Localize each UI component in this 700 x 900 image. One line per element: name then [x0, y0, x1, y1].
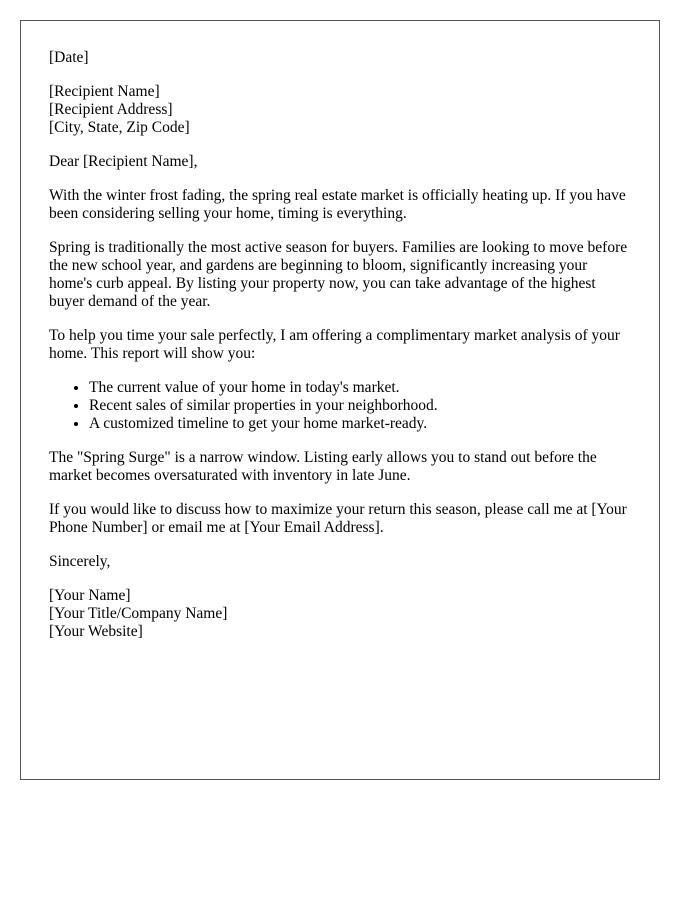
paragraph-surge: The "Spring Surge" is a narrow window. Listing early allows you to stand out before the market becomes oversaturated with inventory in late June.	[49, 449, 597, 484]
list-item: • The current value of your home in today's market.	[89, 379, 631, 397]
recipient-name: [Recipient Name]	[49, 83, 160, 100]
recipient-address: [Recipient Address]	[49, 101, 173, 118]
paragraph-season: Spring is traditionally the most active season for buyers. Families are looking to move before the new school year, and gardens are beginning to bloom, significantly increasing your home's curb appeal. By listing your property now, you can take advantage of the highest buyer demand of the year.	[49, 239, 628, 310]
paragraph-intro: With the winter frost fading, the spring real estate market is officially heating up. If you have been considering selling your home, timing is everything.	[49, 187, 626, 222]
paragraph-offer: To help you time your sale perfectly, I am offering a complimentary market analysis of your home. This report will show you:	[49, 327, 620, 362]
signature-block	[49, 587, 631, 641]
closing: Sincerely,	[49, 553, 111, 570]
report-list	[49, 379, 631, 433]
recipient-city-state-zip: [City, State, Zip Code]	[49, 119, 190, 136]
signature-title-company: [Your Title/Company Name]	[49, 605, 228, 622]
date-line: [Date]	[49, 49, 89, 66]
list-item: • A customized timeline to get your home market-ready.	[89, 415, 631, 433]
recipient-block	[49, 83, 631, 137]
letter-page	[20, 20, 660, 780]
signature-name: [Your Name]	[49, 587, 131, 604]
salutation: Dear [Recipient Name],	[49, 153, 198, 170]
signature-website: [Your Website]	[49, 623, 143, 640]
list-item: • Recent sales of similar properties in your neighborhood.	[89, 397, 631, 415]
paragraph-contact: If you would like to discuss how to maximize your return this season, please call me at [Your Phone Number] or email me at [Your Email Address].	[49, 501, 627, 536]
